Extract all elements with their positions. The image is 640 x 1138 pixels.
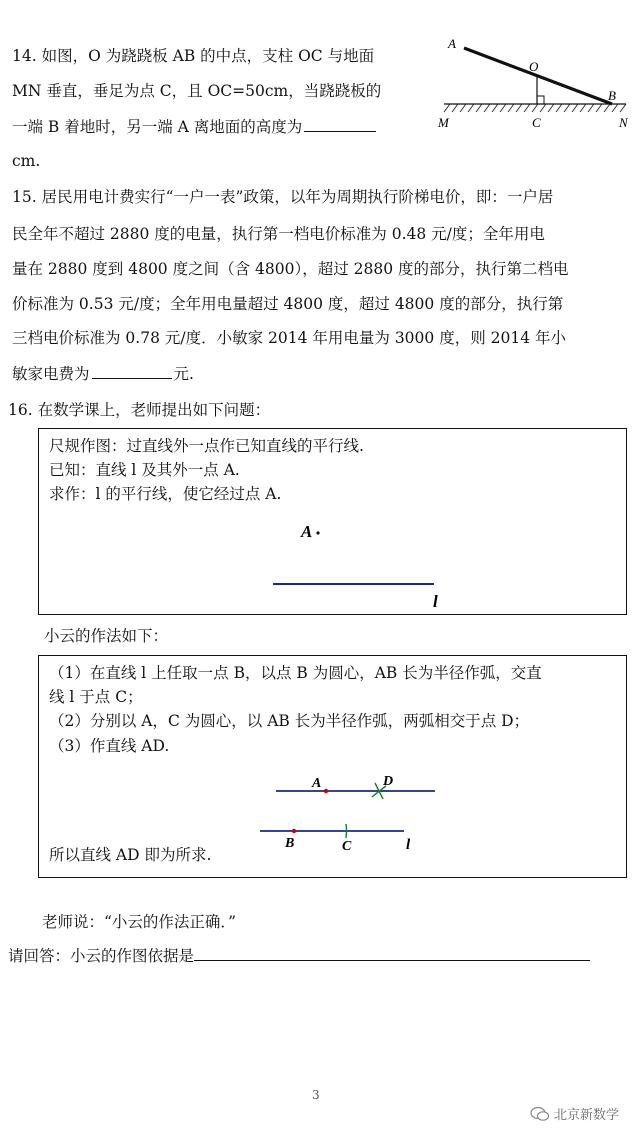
label-n: N: [619, 115, 628, 130]
seesaw-figure: [436, 34, 636, 134]
line-l-label: l: [433, 592, 438, 611]
q15-line-3: 量在 2880 度到 4800 度之间（含 4800），超过 2880 度的部分，执行第二档电: [12, 260, 569, 278]
point-a-dot: [316, 531, 319, 534]
watermark: [530, 1104, 619, 1123]
page-number: 3: [312, 1088, 320, 1102]
watermark-text: 北京新数学: [554, 1108, 620, 1123]
q14-line-4: cm.: [12, 152, 41, 170]
point-a-label: A: [301, 522, 313, 541]
label-o: O: [529, 59, 539, 74]
answer-prompt: 请回答：小云的作图依据是: [8, 947, 195, 965]
box1-line-3: 求作：l 的平行线，使它经过点 A.: [49, 485, 282, 503]
step-2: （2）分别以 A，C 为圆心，以 AB 长为半径作弧，两弧相交于点 D；: [49, 712, 530, 730]
conclusion: 所以直线 AD 即为所求.: [49, 846, 212, 864]
label-b: B: [608, 88, 616, 103]
q15-line-6: [12, 362, 194, 385]
label-m: M: [438, 115, 449, 130]
q15-line-4: 价标准为 0.53 元/度；全年用电量超过 4800 度，超过 4800 度的部分，执行第: [12, 295, 564, 313]
teacher-comment: 老师说：“小云的作法正确．”: [42, 913, 237, 931]
q15-line-6-text: 敏家电费为: [12, 365, 90, 383]
right-angle-mark: [537, 96, 544, 104]
step-1-line-1: （1）在直线 l 上任取一点 B，以点 B 为圆心，AB 长为半径作弧，交直: [49, 664, 542, 682]
label-a: A: [312, 776, 322, 791]
q15-line-2: 民全年不超过 2880 度的电量，执行第一档电价标准为 0.48 元/度；全年用电: [12, 225, 545, 243]
q14-line-2: MN 垂直，垂足为点 C，且 OC=50cm，当跷跷板的: [12, 82, 382, 100]
answer-blank-q15[interactable]: [92, 362, 172, 379]
point-a-dot: [324, 789, 328, 793]
step-3: （3）作直线 AD.: [49, 737, 170, 755]
label-c: C: [342, 839, 352, 854]
q14-line-3: [12, 115, 376, 138]
q14-line-3-text: 一端 B 着地时，另一端 A 离地面的高度为: [12, 118, 303, 136]
ground-hatching: [444, 104, 626, 112]
q15-line-5: 三档电价标准为 0.78 元/度．小敏家 2014 年用电量为 3000 度，则 2014 年小: [12, 329, 566, 347]
label-a: A: [448, 36, 456, 51]
arc-c: [346, 824, 347, 838]
method-title: 小云的作法如下：: [44, 627, 169, 645]
point-b-dot: [292, 829, 296, 833]
box1-line-1: 尺规作图：过直线外一点作已知直线的平行线.: [49, 437, 364, 455]
label-l: l: [406, 837, 411, 853]
problem-box: [38, 428, 627, 615]
answer-blank-q16[interactable]: [194, 944, 590, 961]
box1-line-2: 已知：直线 l 及其外一点 A.: [49, 461, 240, 479]
answer-blank-q14[interactable]: [304, 115, 376, 132]
method-box: [38, 655, 627, 878]
label-b: B: [285, 836, 295, 851]
step-1-line-2: 线 l 于点 C；: [49, 688, 143, 706]
wechat-icon: [530, 1106, 550, 1122]
q16-intro: 16. 在数学课上，老师提出如下问题：: [8, 401, 271, 419]
answer-prompt-line: [8, 944, 590, 967]
q15-line-1: 15. 居民用电计费实行“一户一表”政策，以年为周期执行阶梯电价，即：一户居: [12, 188, 554, 206]
q14-line-1: 14. 如图，O 为跷跷板 AB 的中点，支柱 OC 与地面: [12, 47, 375, 65]
box1-figure: [39, 429, 626, 614]
construction-figure: [39, 656, 626, 877]
q15-unit: 元.: [173, 365, 194, 383]
label-d: D: [383, 774, 394, 789]
label-c: C: [532, 115, 541, 130]
